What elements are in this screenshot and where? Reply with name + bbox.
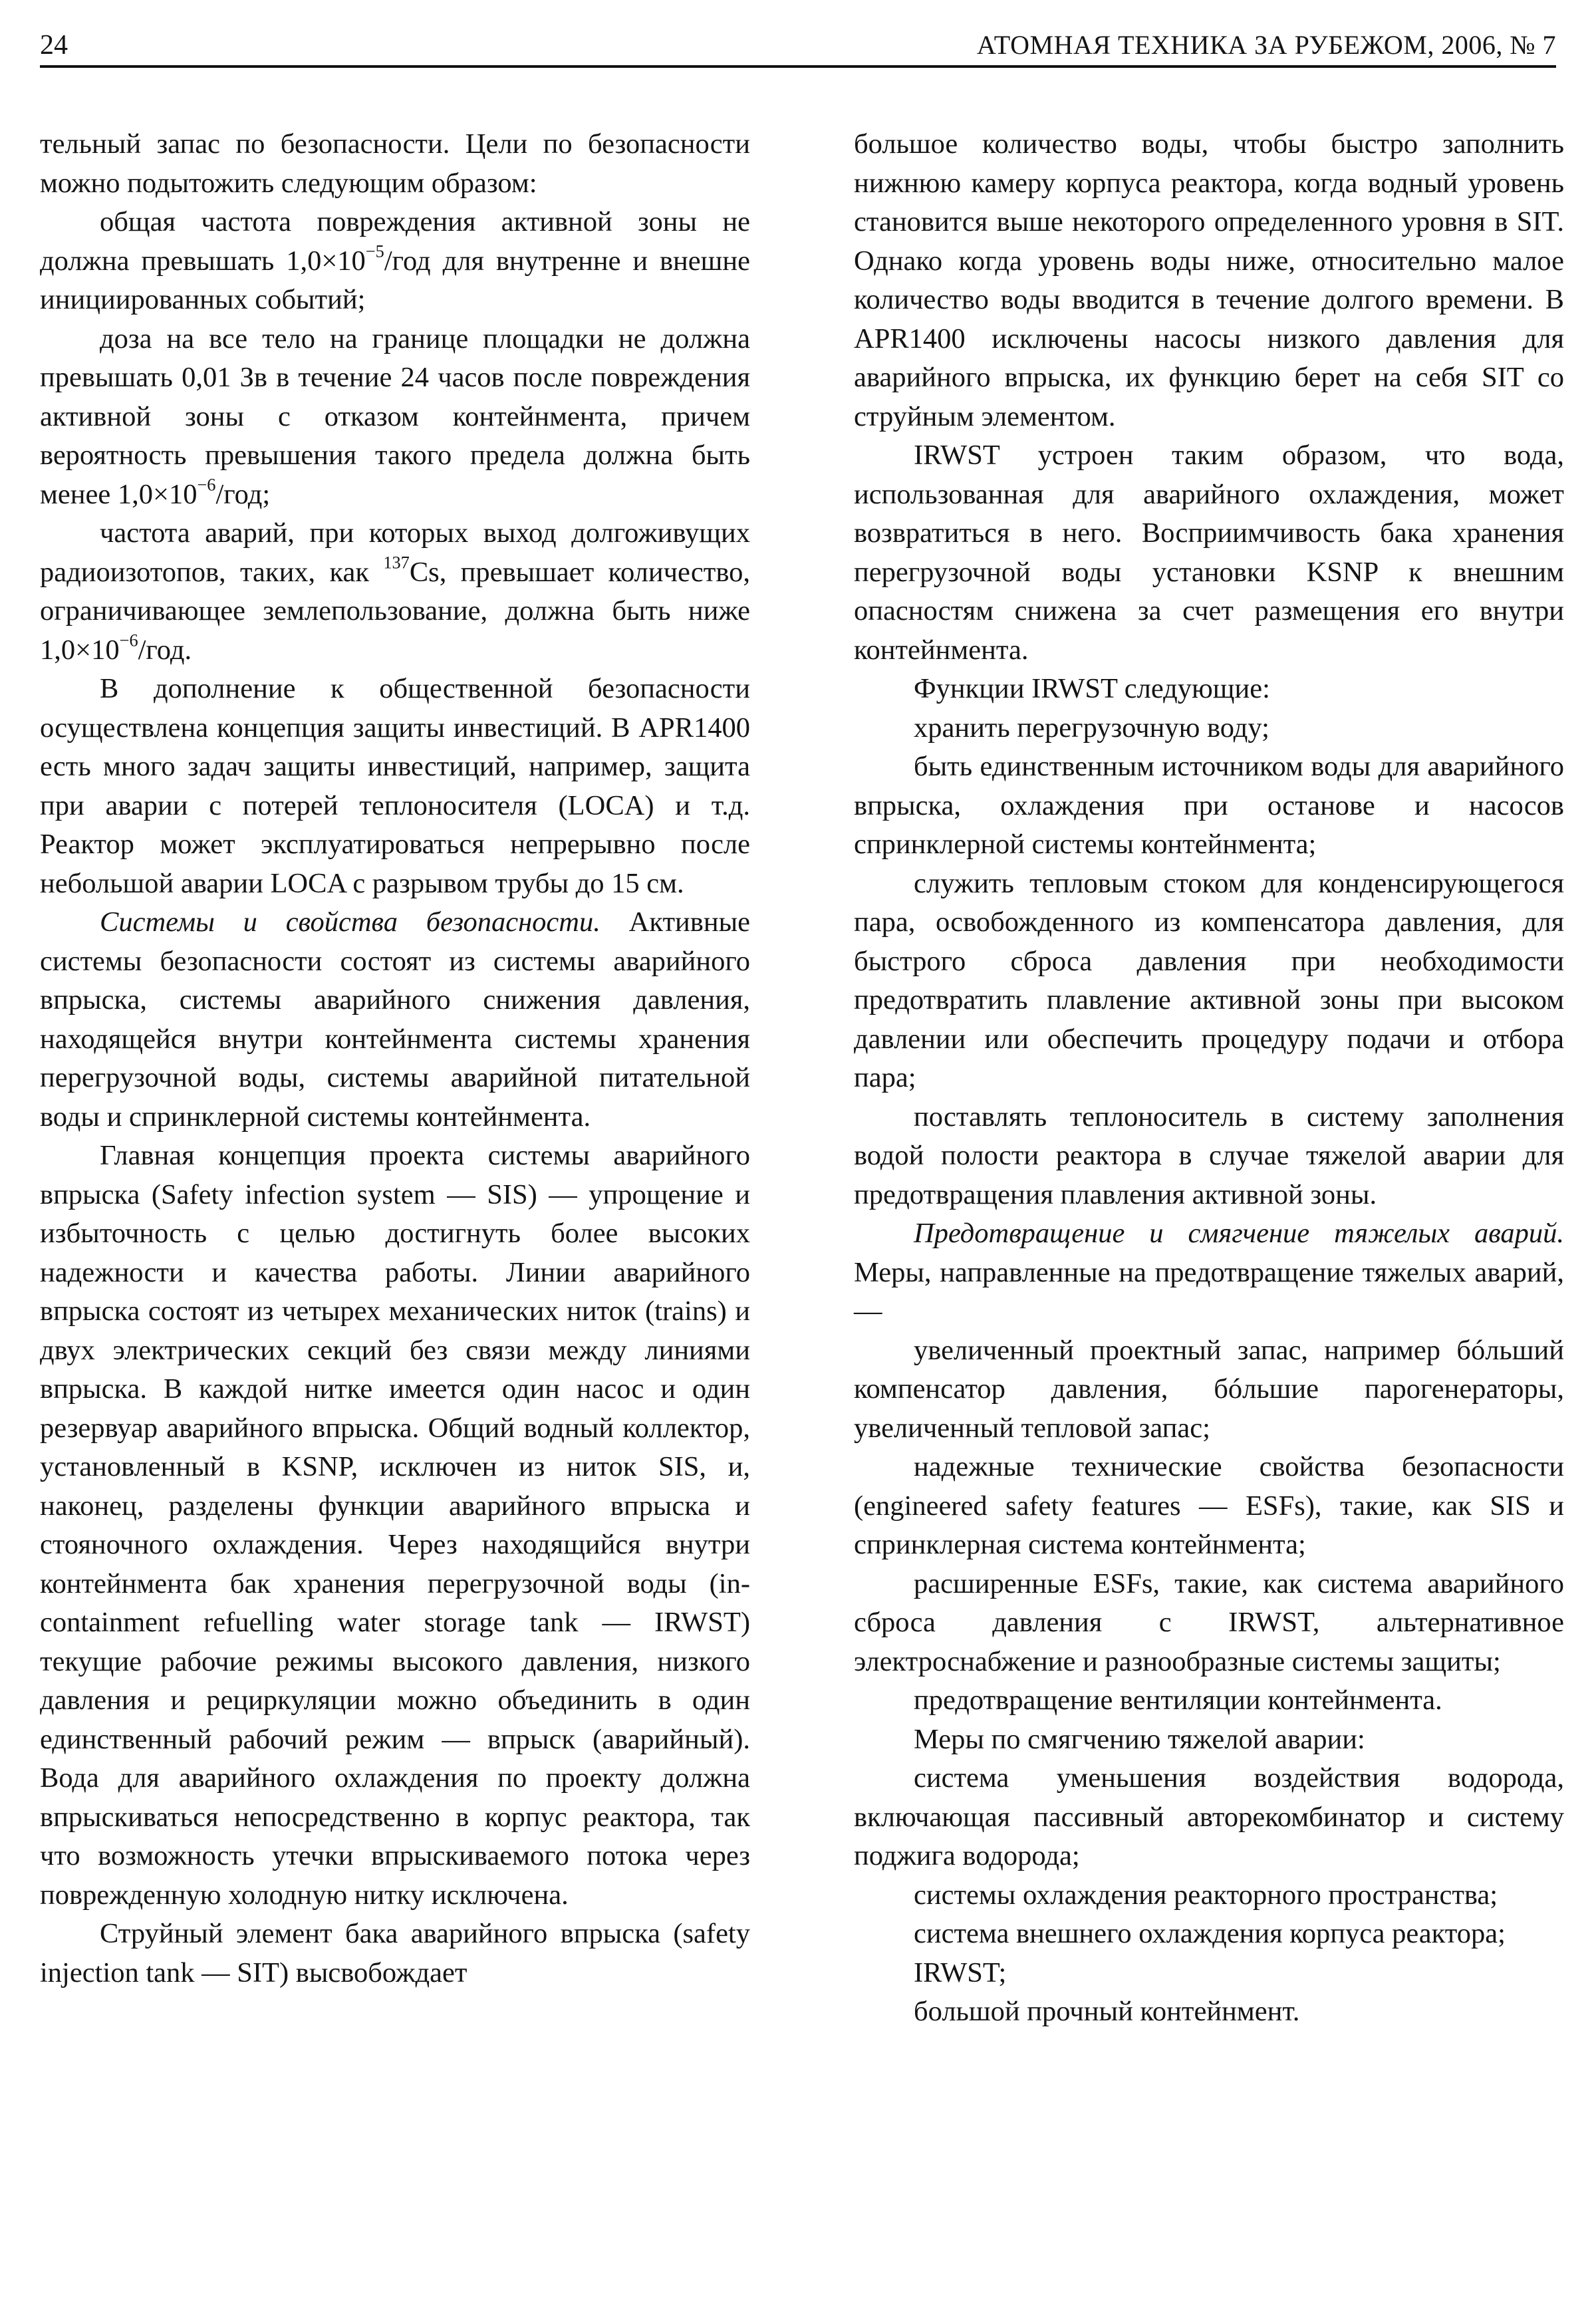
section-heading: Предотвращение и смягчение тяжелых аварий. [914, 1218, 1564, 1249]
list-item: поставлять теплоноситель в систему заполнения водой полости реактора в случае тяжелой аварии для предотвращения плавления активной зоны. [854, 1101, 1564, 1210]
running-header [40, 25, 1556, 68]
page-number: 24 [40, 30, 68, 61]
safety-goal-core-damage: общая частота повреждения активной зоны не должна превышать $1,0\times 10^{-5}$/год для внутренне и внешне инициированных событий; [40, 206, 750, 315]
list-item: быть единственным источником воды для аварийного впрыска, охлаждения при останове и насосов спринклерной системы контейнмента; [854, 751, 1564, 860]
list-item: системы охлаждения реакторного пространства; [914, 1879, 1498, 1911]
list-item: расширенные ESFs, такие, как система аварийного сброса давления с IRWST, альтернативное электроснабжение и разнообразные системы защиты; [854, 1567, 1564, 1677]
section-severe-accidents: Предотвращение и смягчение тяжелых аварий. Меры, направленные на предотвращение тяжелых аварий, — [854, 1218, 1564, 1327]
paragraph: тельный запас по безопасности. Цели по безопасности можно подытожить следующим образом: [40, 128, 750, 199]
list-item: увеличенный проектный запас, например бóльший компенсатор давления, бóльшие парогенераторы, увеличенный тепловой запас; [854, 1334, 1564, 1444]
paragraph: IRWST устроен таким образом, что вода, использованная для аварийного охлаждения, может возвратиться в него. Восприимчивость бака хранения перегрузочной воды установки KSNP к внешним опасностям снижена за счет размещения его внутри контейнмента. [854, 440, 1564, 666]
header-rule [40, 65, 1556, 68]
list-item: система уменьшения воздействия водорода, включающая пассивный авторекомбинатор и систему поджига водорода; [854, 1762, 1564, 1871]
list-item: большой прочный контейнмент. [914, 1996, 1300, 2027]
list-item: предотвращение вентиляции контейнмента. [914, 1685, 1442, 1716]
left-column [40, 125, 750, 1992]
safety-goal-release: частота аварий, при которых выход долгоживущих радиоизотопов, таких, как $^{137}$Cs, превышает количество, ограничивающее землепользование, должна быть ниже $1,0\times 10^{-6}$/год. [40, 517, 750, 666]
section-safety-systems: Системы и свойства безопасности. Активные системы безопасности состоят из системы аварийного впрыска, системы аварийного снижения давления, находящейся внутри контейнмента системы хранения перегрузочной воды, системы аварийной питательной воды и спринклерной системы контейнмента. [40, 906, 751, 1133]
journal-title: АТОМНАЯ ТЕХНИКА ЗА РУБЕЖОМ, 2006, № 7 [976, 30, 1556, 60]
section-heading: Системы и свойства безопасности. [100, 906, 600, 938]
list-item: IRWST; [914, 1957, 1007, 1988]
safety-goal-dose: доза на все тело на границе площадки не должна превышать 0,01 Зв в течение 24 часов после повреждения активной зоны с отказом контейнмента, причем вероятность превышения такого предела должна быть менее $1,0\times 10^{-6}$/год; [40, 323, 750, 510]
paragraph: Меры по смягчению тяжелой аварии: [914, 1723, 1365, 1755]
paragraph: Функции IRWST следующие: [914, 673, 1270, 704]
paragraph: Главная концепция проекта системы аварийного впрыска (Safety infection system — SIS) — упрощение и избыточность с целью достигнуть более высоких надежности и качества работы. Линии аварийного впрыска состоят из четырех механических ниток (trains) и двух электрических секций без связи между линиями впрыска. В каждой нитке имеется один насос и один резервуар аварийного впрыска. Общий водный коллектор, установленный в KSNP, исключен из ниток SIS, и, наконец, разделены функции аварийного впрыска и стояночного охлаждения. Через находящийся внутри контейнмента бак хранения перегрузочной воды (in-containment refuelling water storage tank — IRWST) текущие рабочие режимы высокого давления, низкого давления и рециркуляции можно объединить в один единственный рабочий режим — впрыск (аварийный). Вода для аварийного охлаждения по проекту должна впрыскиваться непосредственно в корпус реактора, так что возможность утечки впрыскиваемого потока через поврежденную холодную нитку исключена. [40, 1140, 750, 1911]
list-item: надежные технические свойства безопасности (engineered safety features — ESFs), такие, как SIS и спринклерная система контейнмента; [854, 1451, 1564, 1560]
list-item: система внешнего охлаждения корпуса реактора; [914, 1918, 1506, 1949]
right-column [854, 125, 1564, 2032]
list-item: хранить перегрузочную воду; [914, 712, 1269, 744]
paragraph: большое количество воды, чтобы быстро заполнить нижнюю камеру корпуса реактора, когда водный уровень становится выше некоторого определенного уровня в SIT. Однако когда уровень воды ниже, относительно малое количество воды вводится в течение долгого времени. В APR1400 исключены насосы низкого давления для аварийного впрыска, их функцию берет на себя SIT со струйным элементом. [854, 128, 1564, 432]
paragraph: В дополнение к общественной безопасности осуществлена концепция защиты инвестиций. В APR1400 есть много задач защиты инвестиций, например, защита при аварии с потерей теплоносителя (LOCA) и т.д. Реактор может эксплуатироваться непрерывно после небольшой аварии LOCA с разрывом трубы до 15 см. [40, 673, 750, 899]
list-item: служить тепловым стоком для конденсирующегося пара, освобожденного из компенсатора давления, для быстрого сброса давления при необходимости предотвратить плавление активной зоны при высоком давлении или обеспечить процедуру подачи и отбора пара; [854, 867, 1564, 1093]
paragraph: Струйный элемент бака аварийного впрыска (safety injection tank — SIT) высвобождает [40, 1918, 750, 1988]
